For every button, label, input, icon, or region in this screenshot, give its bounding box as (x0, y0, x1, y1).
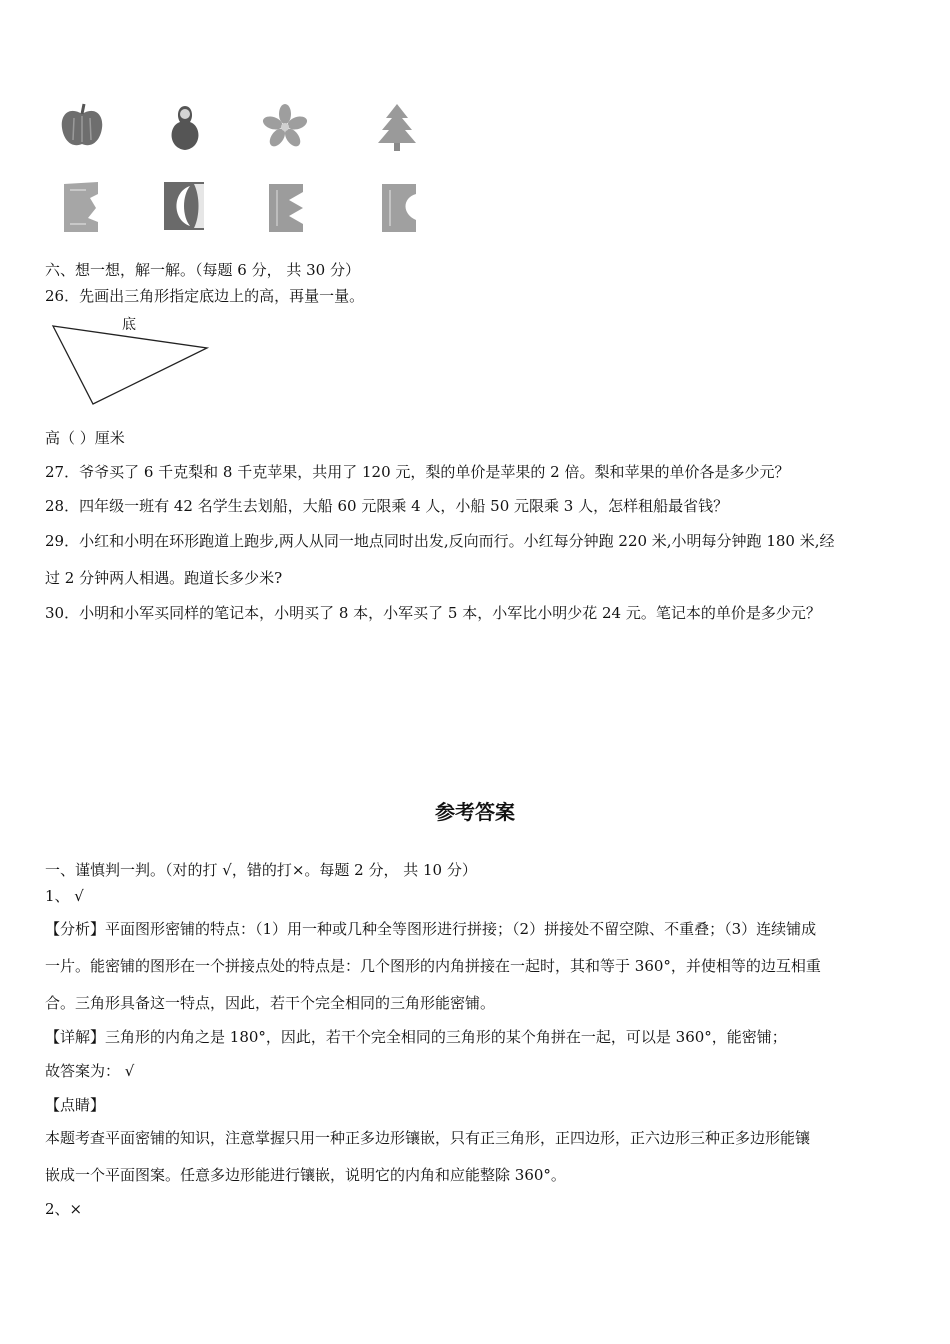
apple-icon (55, 100, 110, 155)
point-line-2: 嵌成一个平面图案。任意多边形能进行镶嵌，说明它的内角和应能整除 360°。 (45, 1166, 566, 1184)
cut-paper-1-icon (60, 180, 102, 235)
tree-icon (372, 100, 422, 155)
answer-2: 2、× (45, 1200, 83, 1218)
point-label: 【点睛】 (45, 1096, 106, 1114)
analysis-line-1: 【分析】平面图形密铺的特点：（1）用一种或几种全等图形进行拼接；（2）拼接处不留空隙、不重叠；（3）连续铺成 (45, 920, 817, 938)
question-26: 26．先画出三角形指定底边上的高，再量一量。 (45, 287, 365, 305)
answers-title: 参考答案 (435, 800, 515, 824)
flower-icon (260, 102, 310, 152)
triangle-base-label: 底 (122, 317, 136, 333)
cut-paper-4-icon (378, 180, 420, 235)
answer-1: 1、 √ (45, 887, 84, 905)
analysis-line-3: 合。三角形具备这一特点，因此，若干个完全相同的三角形能密铺。 (45, 994, 496, 1012)
answers-heading: 一、谨慎判一判。（对的打 √，错的打×。每题 2 分， 共 10 分） (45, 861, 477, 879)
detail-line: 【详解】三角形的内角之是 180°，因此，若干个完全相同的三角形的某个角拼在一起，可以是 360°，能密铺； (45, 1028, 787, 1046)
question-29-line-2: 过 2 分钟两人相遇。跑道长多少米? (45, 569, 283, 587)
height-answer: 高（ ）厘米 (45, 429, 125, 447)
conclusion-line: 故答案为： √ (45, 1062, 135, 1080)
question-30: 30．小明和小军买同样的笔记本，小明买了 8 本，小军买了 5 本，小军比小明少花 24 元。笔记本的单价是多少元？ (45, 604, 821, 622)
question-27: 27．爷爷买了 6 千克梨和 8 千克苹果，共用了 120 元，梨的单价是苹果的 2 倍。梨和苹果的单价各是多少元？ (45, 463, 790, 481)
point-line-1: 本题考查平面密铺的知识，注意掌握只用一种正多边形镶嵌，只有正三角形，正四边形，正六边形三种正多边形能镶 (45, 1129, 811, 1147)
section-heading: 六、想一想，解一解。（每题 6 分， 共 30 分） (45, 261, 360, 279)
question-29-line-1: 29．小红和小明在环形跑道上跑步,两人从同一地点同时出发,反向而行。小红每分钟跑 220 米,小明每分钟跑 180 米,经 (45, 532, 835, 550)
cut-paper-3-icon (265, 180, 307, 235)
question-28: 28．四年级一班有 42 名学生去划船，大船 60 元限乘 4 人，小船 50 元限乘 3 人，怎样租船最省钱？ (45, 497, 729, 515)
gourd-icon (160, 100, 210, 155)
analysis-line-2: 一片。能密铺的图形在一个拼接点处的特点是：几个图形的内角拼接在一起时，其和等于 360°，并使相等的边互相重 (45, 957, 821, 975)
cut-paper-2-icon (160, 178, 208, 235)
